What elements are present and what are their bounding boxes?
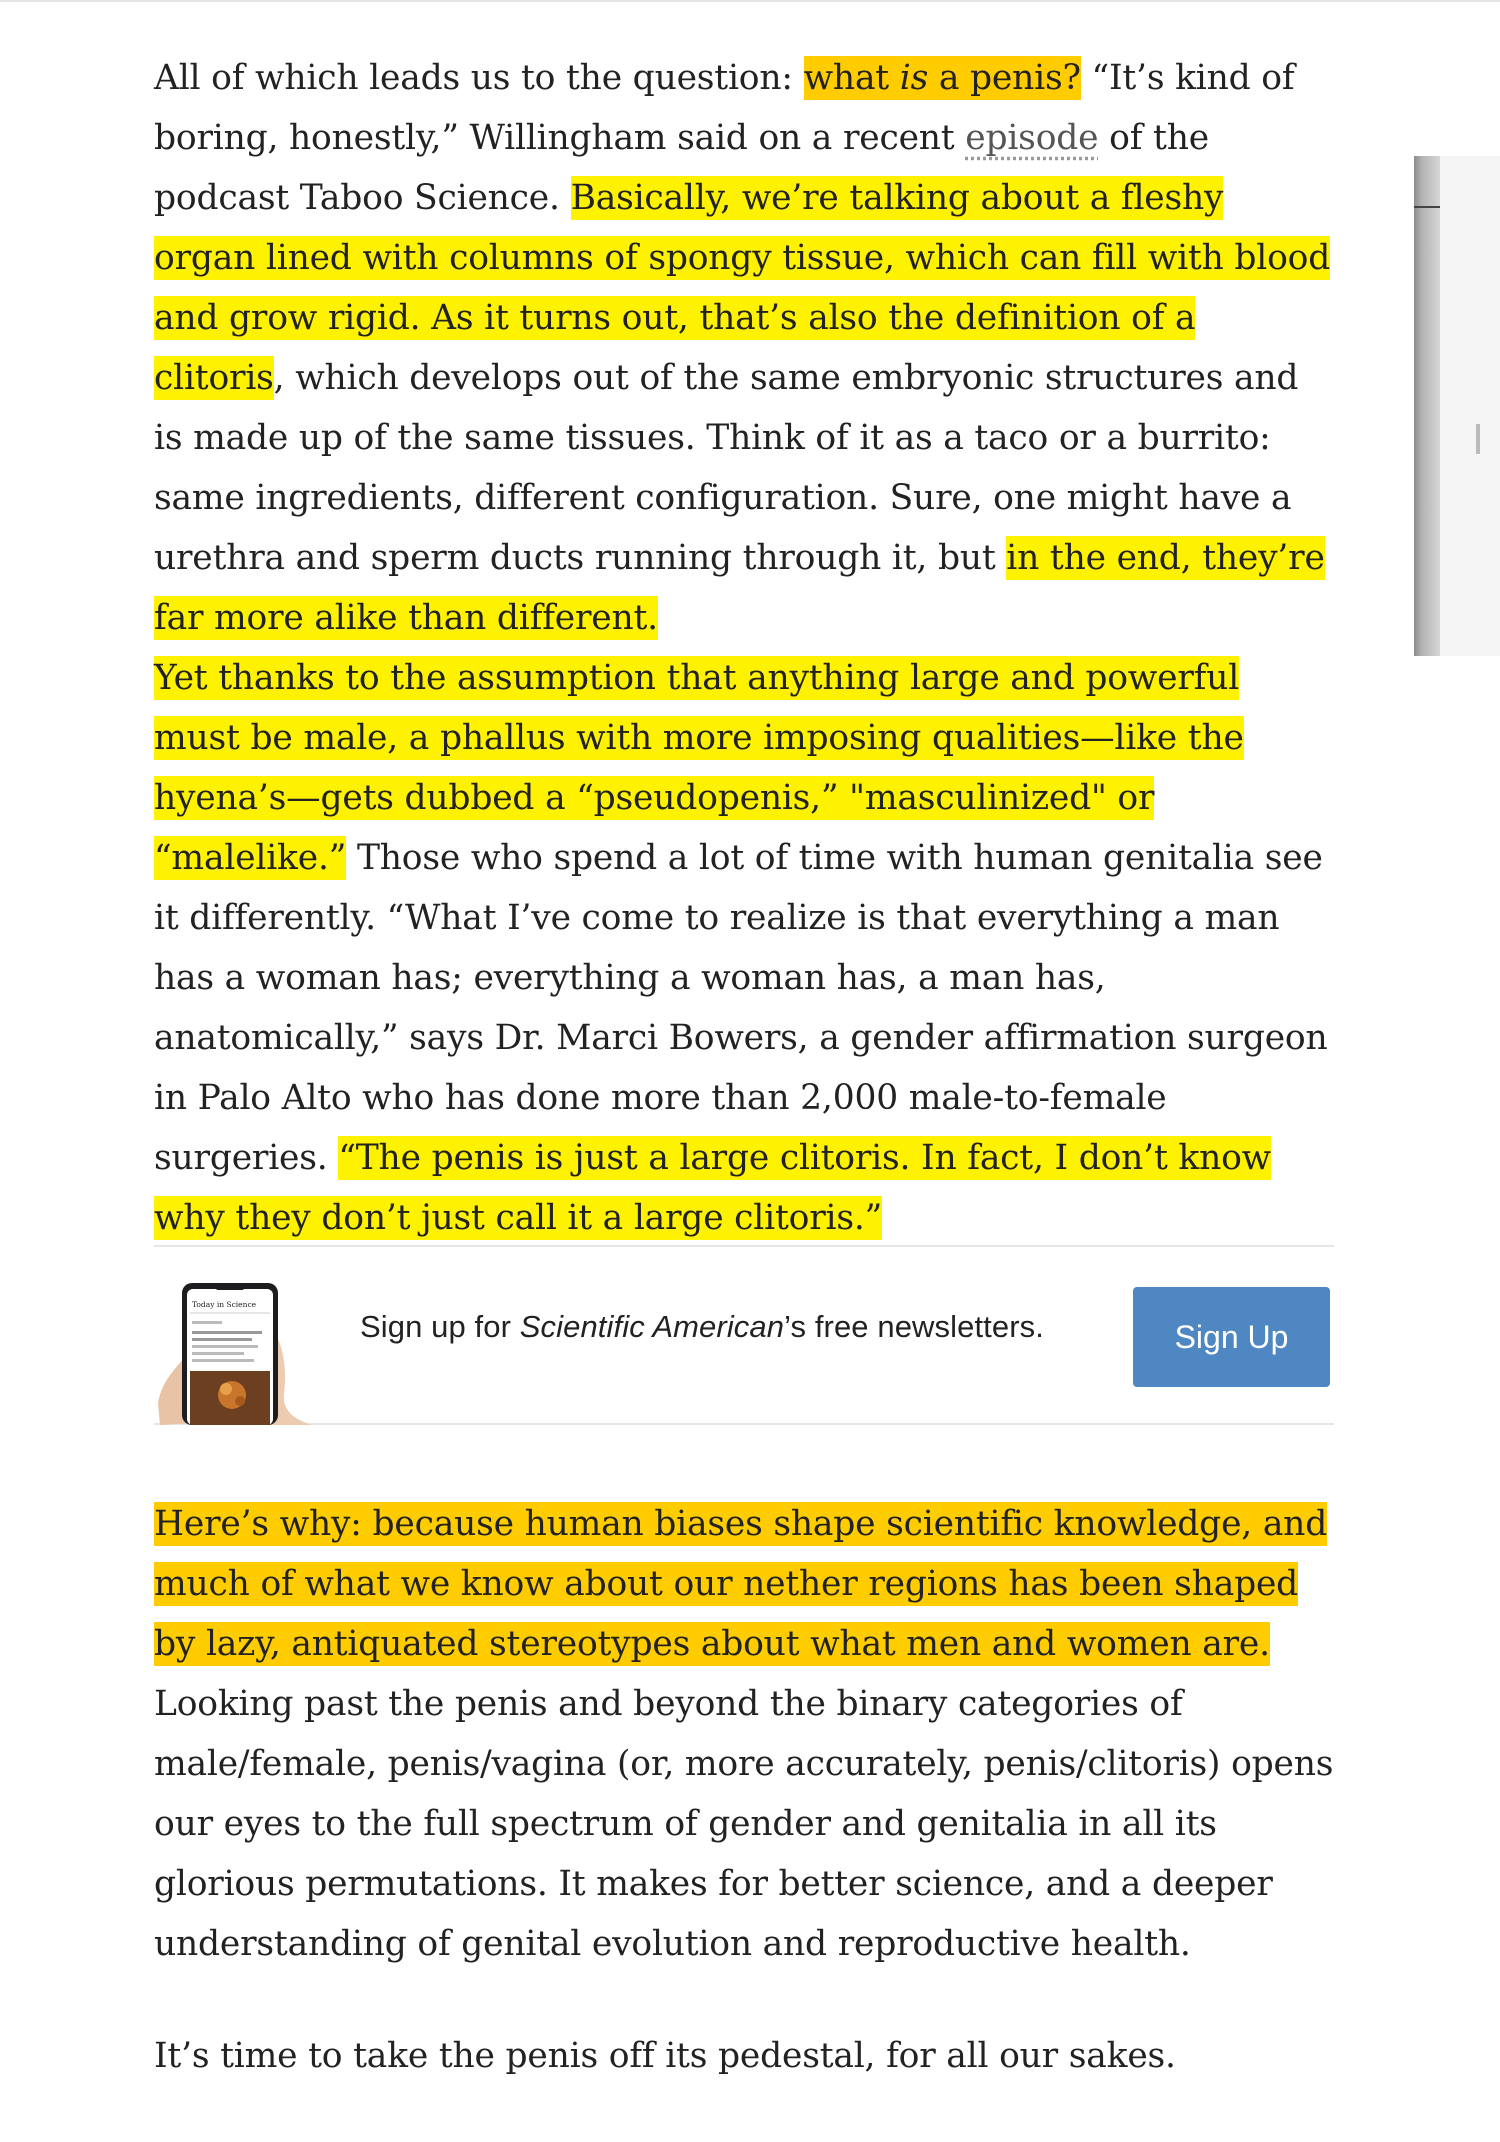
phone-in-hand-icon [156, 1283, 316, 1425]
text-run: Looking past the penis and beyond the binary categories of male/female, penis/vagina (or, more accurately, penis/clitoris) opens our eyes to the full spectrum of gender and genitalia in all its glorious permutations. It makes for better science, and a deeper understanding of genital evolution and reproductive health. [154, 1684, 1334, 1964]
paragraph-4 [154, 2026, 1334, 2086]
sidebar-image-edge [1414, 206, 1440, 208]
highlight-orange: Here’s why: because human biases shape scientific knowledge, and much of what we know about our nether regions has been shaped by lazy, antiquated stereotypes about what men and women are. [154, 1504, 1328, 1664]
text-run: what [803, 58, 900, 98]
text-run: of the podcast Taboo Science. [154, 118, 1209, 218]
publication-name: Scientific American [519, 1309, 785, 1344]
highlight-yellow: Yet thanks to the assumption that anything large and powerful must be male, a phallus with more imposing qualities—like the hyena’s—gets dubbed a “pseudopenis,” "masculinized" or “malelike.” [154, 658, 1244, 878]
text-run: “It’s kind of boring, honestly,” Willingham said on a recent [154, 58, 1295, 158]
highlight-yellow: Basically, we’re talking about a fleshy organ lined with columns of spongy tissue, which can fill with blood and grow rigid. As it turns out, that’s also the definition of a clitoris [154, 178, 1331, 398]
phone-newsletter-illustration [156, 1283, 316, 1425]
top-divider [0, 0, 1500, 2]
sidebar-image-mark [1476, 424, 1480, 454]
emphasis-text: is [899, 58, 929, 98]
paragraph-1 [154, 48, 1334, 648]
text-run: It’s time to take the penis off its pedestal, for all our sakes. [154, 2036, 1176, 2076]
highlight-yellow: in the end, they’re far more alike than different. [154, 538, 1325, 638]
text-run: Sign up for [360, 1309, 520, 1344]
newsletter-prompt [360, 1309, 1044, 1345]
sidebar-image-panel [1440, 156, 1500, 656]
text-run: Those who spend a lot of time with human genitalia see it differently. “What I’ve come to realize is that everything a man has a woman has; everything a woman has, a man has, anatomically,” says Dr. Marci Bowers, a gender affirmation surgeon in Palo Alto who has done more than 2,000 male-to-female surgeries. [154, 838, 1328, 1178]
text-run: a penis? [928, 58, 1081, 98]
text-run: ’s free newsletters. [784, 1309, 1044, 1344]
phone-header-text: Today in Science [192, 1300, 257, 1309]
newsletter-signup-box [154, 1245, 1334, 1425]
episode-link[interactable]: episode [965, 118, 1099, 158]
paragraph-2 [154, 648, 1334, 1248]
paragraph-3 [154, 1494, 1334, 1974]
sidebar-ad-image[interactable] [1414, 156, 1500, 656]
sign-up-button[interactable]: Sign Up [1133, 1287, 1330, 1387]
highlight-yellow: “The penis is just a large clitoris. In fact, I don’t know why they don’t just call it a large clitoris.” [154, 1138, 1271, 1238]
text-run: All of which leads us to the question: [154, 58, 804, 98]
text-run: , which develops out of the same embryonic structures and is made up of the same tissues. Think of it as a taco or a burrito: same ingredients, different configuration. Sure, one might have a urethra and sperm ducts running through it, but [154, 358, 1299, 578]
highlight-orange [804, 56, 1081, 100]
